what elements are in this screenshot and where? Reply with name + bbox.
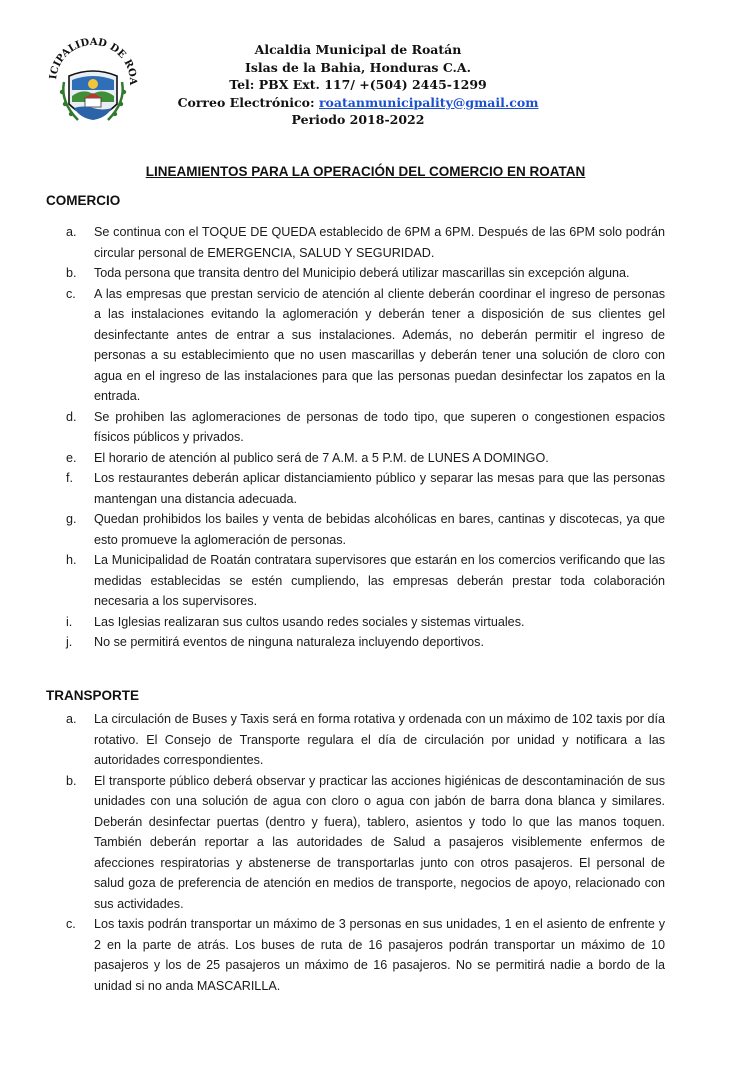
list-item — [0, 263, 731, 284]
municipality-name: Alcaldia Municipal de Roatán — [254, 42, 462, 57]
document-title: LINEAMIENTOS PARA LA OPERACIÓN DEL COMERCIO EN ROATAN — [145, 164, 586, 179]
period-line: Periodo 2018-2022 — [291, 112, 425, 127]
list-item-text: Los restaurantes deberán aplicar distanciamiento público y separar las mesas para que las personas mantengan una distancia adecuada. — [94, 471, 665, 506]
list-item — [0, 448, 731, 469]
phone-line: Tel: PBX Ext. 117/ +(504) 2445-1299 — [229, 77, 487, 92]
transporte-list — [0, 709, 731, 996]
list-item — [0, 550, 731, 612]
list-marker: i. — [66, 614, 73, 629]
list-marker: a. — [66, 225, 77, 239]
list-item-text: Se prohiben las aglomeraciones de personas de todo tipo, que superen o congestionen espacios físicos públicos y privados. — [94, 409, 665, 444]
list-marker: h. — [66, 553, 77, 567]
list-item — [0, 468, 731, 509]
list-item-text: No se permitirá eventos de ninguna naturaleza incluyendo deportivos. — [94, 635, 484, 649]
list-item — [0, 222, 731, 263]
list-item-text: Toda persona que transita dentro del Municipio deberá utilizar mascarillas sin excepción alguna. — [94, 266, 630, 280]
list-marker: a. — [66, 712, 77, 726]
email-label: Correo Electrónico: — [177, 94, 315, 110]
list-marker: c. — [66, 286, 76, 301]
list-marker: c. — [66, 917, 76, 931]
list-item-text: A las empresas que prestan servicio de atención al cliente deberán coordinar el ingreso de personas a las instalaciones evitando la aglomeración y deberán tener a disposición de sus clientes gel desinfectante antes de entrar a sus instalaciones. Además, no deberán permitir el ingreso de personas a su establecimiento que no usen mascarillas y deberán tener una solución de cloro con agua en el ingreso de las instalaciones para que las personas puedan desinfectar los zapatos en la entrada. — [94, 286, 665, 403]
list-item — [0, 612, 731, 633]
list-item-text: Se continua con el TOQUE DE QUEDA establecido de 6PM a 6PM. Después de las 6PM solo podrán circular personal de EMERGENCIA, SALUD Y SEGURIDAD. — [94, 225, 665, 260]
list-marker: b. — [66, 266, 77, 280]
list-item-text: El horario de atención al publico será de 7 A.M. a 5 P.M. de LUNES A DOMINGO. — [94, 450, 549, 465]
list-marker: b. — [66, 773, 77, 788]
letterhead — [158, 41, 558, 129]
list-marker: e. — [66, 450, 77, 465]
list-item-text: Quedan prohibidos los bailes y venta de bebidas alcohólicas en bares, cantinas y discotecas, ya que esto promueve la aglomeración de personas. — [94, 512, 665, 547]
list-item — [0, 632, 731, 653]
list-item-text: La circulación de Buses y Taxis será en forma rotativa y ordenada con un máximo de 102 taxis por día rotativo. El Consejo de Transporte regulara el día de circulación por unidad y notificara a las autoridades correspondientes. — [94, 712, 665, 767]
list-item-text: Los taxis podrán transportar un máximo de 3 personas en sus unidades, 1 en el asiento de enfrente y 2 en la parte de atrás. Los buses de ruta de 16 pasajeros podrán transportar un máximo de 10 pasajeros y los de 25 pasajeros un máximo de 16 pasajeros. No se permitirá nadie a bordo de la unidad si no anda MASCARILLA. — [94, 917, 665, 993]
municipality-location: Islas de la Bahia, Honduras C.A. — [245, 59, 471, 75]
list-marker: d. — [66, 409, 77, 424]
email-link[interactable]: roatanmunicipality@gmail.com — [318, 94, 539, 110]
email-line — [158, 94, 558, 112]
list-item — [0, 407, 731, 448]
list-item — [0, 914, 731, 996]
comercio-list — [0, 222, 731, 653]
svg-text:MUNICIPALIDAD DE ROATAN: ICIPALIDAD DE ROA — [48, 36, 139, 85]
section-heading-comercio: COMERCIO — [46, 193, 121, 208]
list-item — [0, 771, 731, 915]
list-marker: j. — [66, 635, 73, 649]
list-item-text: El transporte público deberá observar y practicar las acciones higiénicas de descontaminación de sus unidades con una solución de agua con cloro o agua con jabón de barra dona blanca y similares. Deberán desinfectar puertas (dentro y fuera), tablero, asientos y todo lo que las manos toquen. También deberán reportar a las autoridades de Salud a pasajeros visiblemente enfermos de afecciones respiratorias y abstenerse de transportarlas junto con otros pasajeros. El personal de salud goza de preferencia de atención en medios de transporte, negocios de apoyo, relacionado con sus actividades. — [94, 773, 665, 911]
municipal-seal-logo — [38, 22, 148, 132]
list-marker: f. — [66, 471, 73, 485]
list-item — [0, 709, 731, 771]
list-item — [0, 509, 731, 550]
list-item-text: La Municipalidad de Roatán contratara supervisores que estarán en los comercios verificando que las medidas establecidas se estén cumpliendo, las empresas deberán prestar toda colaboración necesaria a los supervisores. — [94, 553, 665, 608]
section-heading-transporte: TRANSPORTE — [46, 688, 140, 703]
list-item — [0, 284, 731, 407]
list-item-text: Las Iglesias realizaran sus cultos usando redes sociales y sistemas virtuales. — [94, 614, 525, 629]
list-marker: g. — [66, 512, 77, 526]
